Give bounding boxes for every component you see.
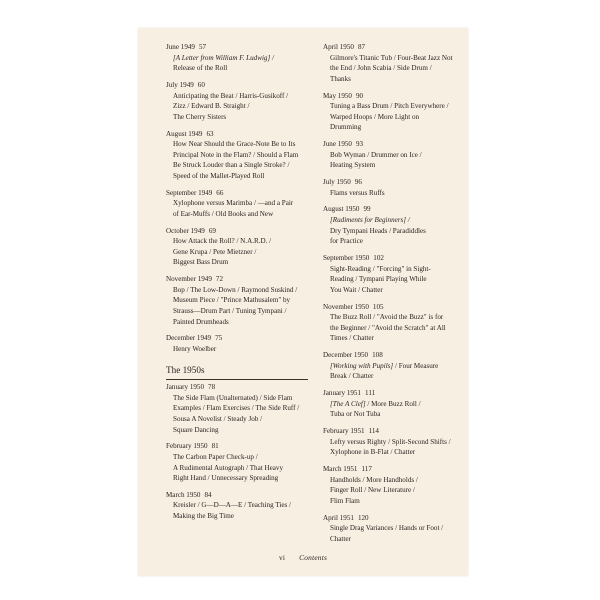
entry-topics-line: Be Struck Louder than a Single Stroke? / [173,161,290,170]
entry-topics-line: Reading / Tympani Playing While [330,275,427,284]
entry-topics-line: Gilmore's Titanic Tub / Four-Beat Jazz Not [330,53,453,62]
entry-page-number: 120 [357,513,369,522]
entry-date: December 1949 [166,334,212,343]
entry-topic-rest: / More Buzz Roll / [365,399,421,408]
entry-heading [166,129,316,140]
toc-entry [323,177,473,198]
page-number: vi [278,553,286,562]
entry-heading [166,188,316,199]
entry-page-number: 66 [216,188,224,197]
entry-heading [323,350,473,361]
entry-heading [166,42,316,53]
entry-topics-line: Making the Big Time [173,512,234,521]
entry-date: August 1950 [323,205,360,214]
toc-entry [166,490,316,522]
entry-date: September 1950 [323,254,370,263]
entry-page-number: 81 [211,442,219,451]
entry-date: September 1949 [166,188,213,197]
entry-date: April 1950 [323,43,354,51]
entry-heading [323,388,473,399]
entry-heading [166,490,316,501]
entry-topics-line: The Carbon Paper Check-up / [173,452,258,461]
toc-entry [323,513,473,545]
entry-heading [323,513,473,524]
entry-topics-line: Examples / Flam Exercises / The Side Ruff / [173,404,300,413]
entry-page-number: 57 [198,43,207,51]
toc-entry [323,42,473,84]
entry-page-number: 87 [357,43,366,51]
entry-topics-line: Strauss—Drum Part / Tuning Tympani / [173,307,287,315]
entry-page-number: 90 [355,91,364,100]
entry-heading [166,274,316,285]
entry-topics-line: A Rudimental Autograph / That Heavy [173,463,284,472]
entry-date: January 1951 [323,389,362,398]
entry-topics-line: Heating System [330,161,376,170]
entry-topics-line [323,399,473,410]
toc-entry [323,91,473,133]
entry-page-number: 111 [365,389,376,398]
entry-topics-line [323,361,473,372]
toc-entry [323,302,473,344]
entry-heading [166,226,316,237]
entry-page-number: 63 [206,129,214,138]
entry-topic-italic: [Working with Pupils] [330,361,394,370]
entry-topics-line: Times / Chatter [330,334,374,343]
entry-heading [323,204,473,215]
entry-heading [323,177,473,188]
entry-date: June 1949 [166,43,195,51]
entry-topics-line: Sight-Reading / "Forcing" in Sight- [330,264,431,273]
entry-page-number: 114 [368,427,379,436]
entry-topics-line: Single Drag Variances / Hands or Foot / [330,524,444,533]
entry-topics-line: [A Letter from William F. Ludwig] / [173,53,274,62]
entry-heading [323,464,473,475]
entry-topics-line: Bob Wyman / Drummer on Ice / [330,150,422,159]
entry-page-number: 84 [204,490,212,499]
entry-date: February 1951 [323,427,365,436]
entry-topics-line: [Rudiments for Beginners] / [330,216,410,225]
entry-page-number: 96 [354,178,362,187]
entry-heading [166,441,316,452]
entry-topics-line: Chatter [330,534,351,543]
entry-date: January 1950 [166,383,205,392]
entry-topics-line: Xylophone versus Marimba / —and a Pair [173,199,294,208]
entry-page-number: 108 [372,351,383,360]
entry-topics-line: Flams versus Ruffs [330,188,385,197]
entry-topics-line: The Cherry Sisters [173,112,227,121]
entry-date: December 1950 [323,351,369,360]
entry-topics-line: The Buzz Roll / "Avoid the Buzz" is for [330,313,444,322]
toc-entry [166,42,316,74]
entry-heading [323,302,473,313]
toc-entry [323,350,473,382]
entry-heading [166,382,316,393]
entry-topics-line: Zizz / Edward B. Straight / [173,102,250,111]
entry-topics-line: Gene Krupa / Pete Mietzner / [173,247,257,256]
entry-topics-line: Speed of the Mallet-Played Roll [173,171,265,180]
entry-topics-line: Painted Drumheads [173,317,229,326]
entry-page-number: 60 [197,80,205,89]
entry-page-number: 69 [208,226,216,235]
entry-topics-line: the End / John Scabia / Side Drum / [330,64,432,73]
entry-topic-rest: / Four Measure [393,361,439,370]
entry-topics-line: Biggest Bass Drum [173,258,229,267]
entry-date: April 1951 [323,513,354,522]
toc-entry [166,382,316,435]
toc-entry [323,464,473,506]
toc-entry [166,274,316,327]
entry-topics-line: Henry Woelber [173,344,217,353]
entry-topics-line: Kreisler / G—D—A—E / Teaching Ties / [173,501,291,510]
entry-topics-line: Handholds / More Handholds / [330,475,418,484]
entry-page-number: 72 [215,275,223,284]
book-page [138,28,468,576]
entry-topics-line: Tuning a Bass Drum / Pitch Everywhere / [330,102,449,111]
entry-topics-line: for Practice [330,237,363,246]
entry-date: November 1950 [323,302,369,311]
toc-entry [323,426,473,458]
entry-heading [323,91,473,102]
entry-heading [323,253,473,264]
toc-entry [166,80,316,122]
entry-topics-line: Museum Piece / "Prince Mathusalem" by [173,296,291,305]
entry-topics-line: Principal Note in the Flam? / Should a Flam [173,150,299,159]
entry-topics-line: How Attack the Roll? / N.A.R.D. / [173,237,272,246]
toc-column-right [323,42,473,551]
entry-heading [323,139,473,150]
entry-date: February 1950 [166,442,208,451]
entry-topics-line: Finger Roll / New Literature / [330,486,415,495]
entry-topics-line: Drumming [330,123,362,132]
entry-date: October 1949 [166,226,205,235]
entry-topics-line: Thanks [330,74,351,83]
entry-topics-line: Break / Chatter [330,372,374,381]
section-title: The 1950s [166,365,308,381]
toc-entry [166,188,316,220]
running-header-label: Contents [299,553,328,562]
toc-group-1950s-left [166,382,316,522]
entry-date: March 1950 [166,490,201,499]
entry-date: July 1950 [323,178,351,187]
page-footer [138,553,468,562]
toc-entry [166,129,316,182]
entry-heading [323,426,473,437]
entry-page-number: 75 [215,334,223,343]
toc-column-left [166,42,316,528]
entry-topics-line: the Beginner / "Avoid the Scratch" at All [330,323,446,332]
toc-entry [323,139,473,171]
entry-topics-line: Bop / The Low-Down / Raymond Suskind / [173,285,298,294]
entry-topics-line: Xylophone in B-Flat / Chatter [330,448,416,457]
entry-topics-line: Tuba or Not Tuba [330,410,381,419]
entry-topics-line: Release of the Roll [173,64,228,73]
entry-page-number: 105 [372,302,384,311]
entry-page-number: 102 [373,254,384,263]
entry-page-number: 117 [361,465,372,474]
entry-topics-line: Sousa A Novelist / Steady Job / [173,414,263,423]
entry-topics-line: of Ear-Muffs / Old Books and New [173,209,274,218]
entry-topics-line: You Wait / Chatter [330,285,383,294]
entry-topics-line: The Side Flam (Unalternated) / Side Flam [173,393,293,402]
toc-entry [166,441,316,483]
entry-topics-line: Lefty versus Righty / Split-Second Shifts / [330,437,451,446]
entry-topics-line: Dry Tympani Heads / Paradiddles [330,226,426,235]
toc-entry [323,388,473,420]
entry-date: June 1950 [323,140,352,149]
entry-heading [323,42,473,53]
entry-date: May 1950 [323,91,352,100]
entry-date: August 1949 [166,129,203,138]
entry-topics-line: Warped Hoops / More Light on [330,112,420,121]
toc-group-1940s [166,42,316,355]
toc-entry [166,226,316,268]
entry-topic-italic: [The A Clef] [330,399,366,408]
entry-topics-line: Right Hand / Unnecessary Spreading [173,474,279,483]
entry-topics-line: How Near Should the Grace-Note Be to Its [173,140,296,149]
toc-entry [166,333,316,354]
entry-heading [166,80,316,91]
entry-topics-line: Anticipating the Beat / Harris-Gusikoff / [173,91,289,100]
entry-heading [166,333,316,344]
entry-date: March 1951 [323,465,358,474]
toc-entry [323,204,473,246]
entry-date: November 1949 [166,275,212,284]
entry-page-number: 78 [208,383,216,392]
entry-date: July 1949 [166,80,194,89]
entry-topics-line: Square Dancing [173,425,219,434]
entry-page-number: 99 [363,205,371,214]
entry-page-number: 93 [355,140,364,149]
toc-entry [323,253,473,295]
entry-topics-line: Flim Flam [330,496,360,505]
